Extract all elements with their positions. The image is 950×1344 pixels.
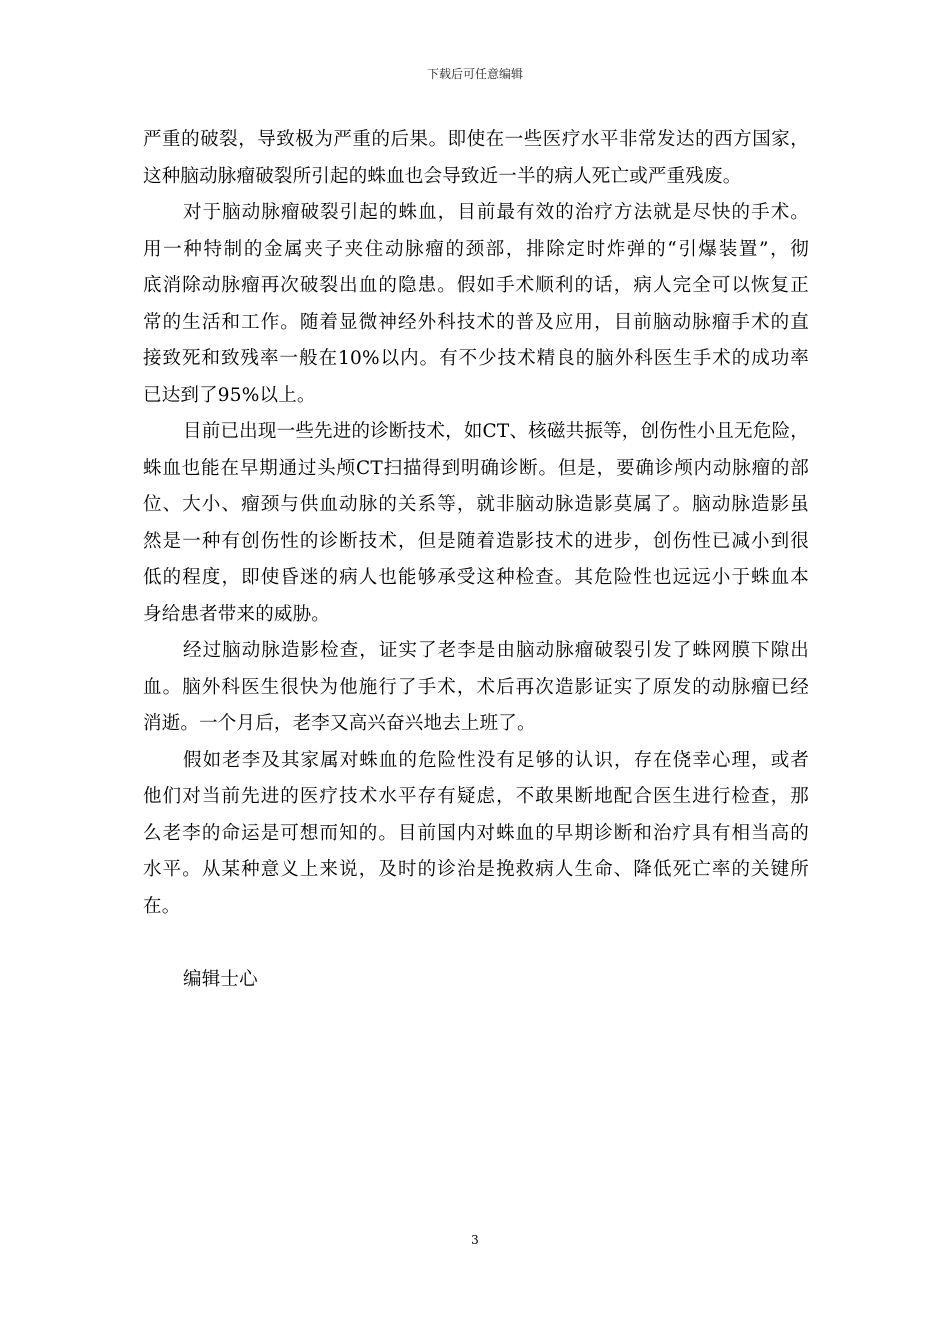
text-line: 在。: [143, 895, 181, 917]
text-line: 蛛血也能在早期通过头颅CT扫描得到明确诊断。但是，要确诊颅内动脉瘤的部: [143, 457, 809, 479]
text-line: 位、大小、瘤颈与供血动脉的关系等，就非脑动脉造影莫属了。脑动脉造影虽: [143, 494, 809, 515]
page-header: 下载后可任意编辑: [426, 67, 523, 81]
paragraph: [143, 414, 809, 633]
text-line: 严重的破裂，导致极为严重的后果。即使在一些医疗水平非常发达的西方国家，: [143, 129, 809, 150]
text-line: 低的程度，即使昏迷的病人也能够承受这种检查。其危险性也远远小于蛛血本: [143, 567, 809, 588]
text-line: 么老李的命运是可想而知的。目前国内对蛛血的早期诊断和治疗具有相当高的: [143, 822, 809, 844]
text-line: 目前已出现一些先进的诊断技术，如CT、核磁共振等，创伤性小且无危险，: [183, 421, 809, 442]
document-body: [143, 122, 809, 998]
text-line: 底消除动脉瘤再次破裂出血的隐患。假如手术顺利的话，病人完全可以恢复正: [143, 275, 809, 296]
text-line: 常的生活和工作。随着显微神经外科技术的普及应用，目前脑动脉瘤手术的直: [143, 311, 809, 333]
paragraph: [143, 633, 809, 743]
text-line: 已达到了95%以上。: [143, 384, 316, 406]
text-line: 然是一种有创伤性的诊断技术，但是随着造影技术的进步，创伤性已减小到很: [143, 530, 809, 552]
paragraph: [143, 743, 809, 926]
signature: 编辑士心: [183, 968, 258, 990]
text-line: 接致死和致残率一般在10%以内。有不少技术精良的脑外科医生手术的成功率: [143, 348, 809, 369]
spacer: [143, 925, 809, 962]
text-line: 用一种特制的金属夹子夹住动脉瘤的颈部，排除定时炸弹的“引爆装置”，彻: [143, 238, 809, 260]
text-line: 对于脑动脉瘤破裂引起的蛛血，目前最有效的治疗方法就是尽快的手术。: [183, 202, 809, 223]
text-line: 他们对当前先进的医疗技术水平存有疑虑，不敢果断地配合医生进行检查，那: [143, 786, 809, 807]
text-line: 血。脑外科医生很快为他施行了手术，术后再次造影证实了原发的动脉瘤已经: [143, 676, 809, 698]
text-line: 假如老李及其家属对蛛血的危险性没有足够的认识，存在侥幸心理，或者: [183, 749, 809, 771]
paragraph: [143, 195, 809, 414]
text-line: 经过脑动脉造影检查，证实了老李是由脑动脉瘤破裂引发了蛛网膜下隙出: [183, 640, 809, 661]
text-line: 这种脑动脉瘤破裂所引起的蛛血也会导致近一半的病人死亡或严重残废。: [143, 165, 742, 187]
text-line: 水平。从某种意义上来说，及时的诊治是挽救病人生命、降低死亡率的关键所: [143, 859, 809, 880]
paragraph: [143, 122, 809, 195]
text-line: 身给患者带来的威胁。: [143, 603, 331, 625]
text-line: 消逝。一个月后，老李又高兴奋兴地去上班了。: [143, 713, 536, 734]
page-number: 3: [471, 1233, 479, 1247]
